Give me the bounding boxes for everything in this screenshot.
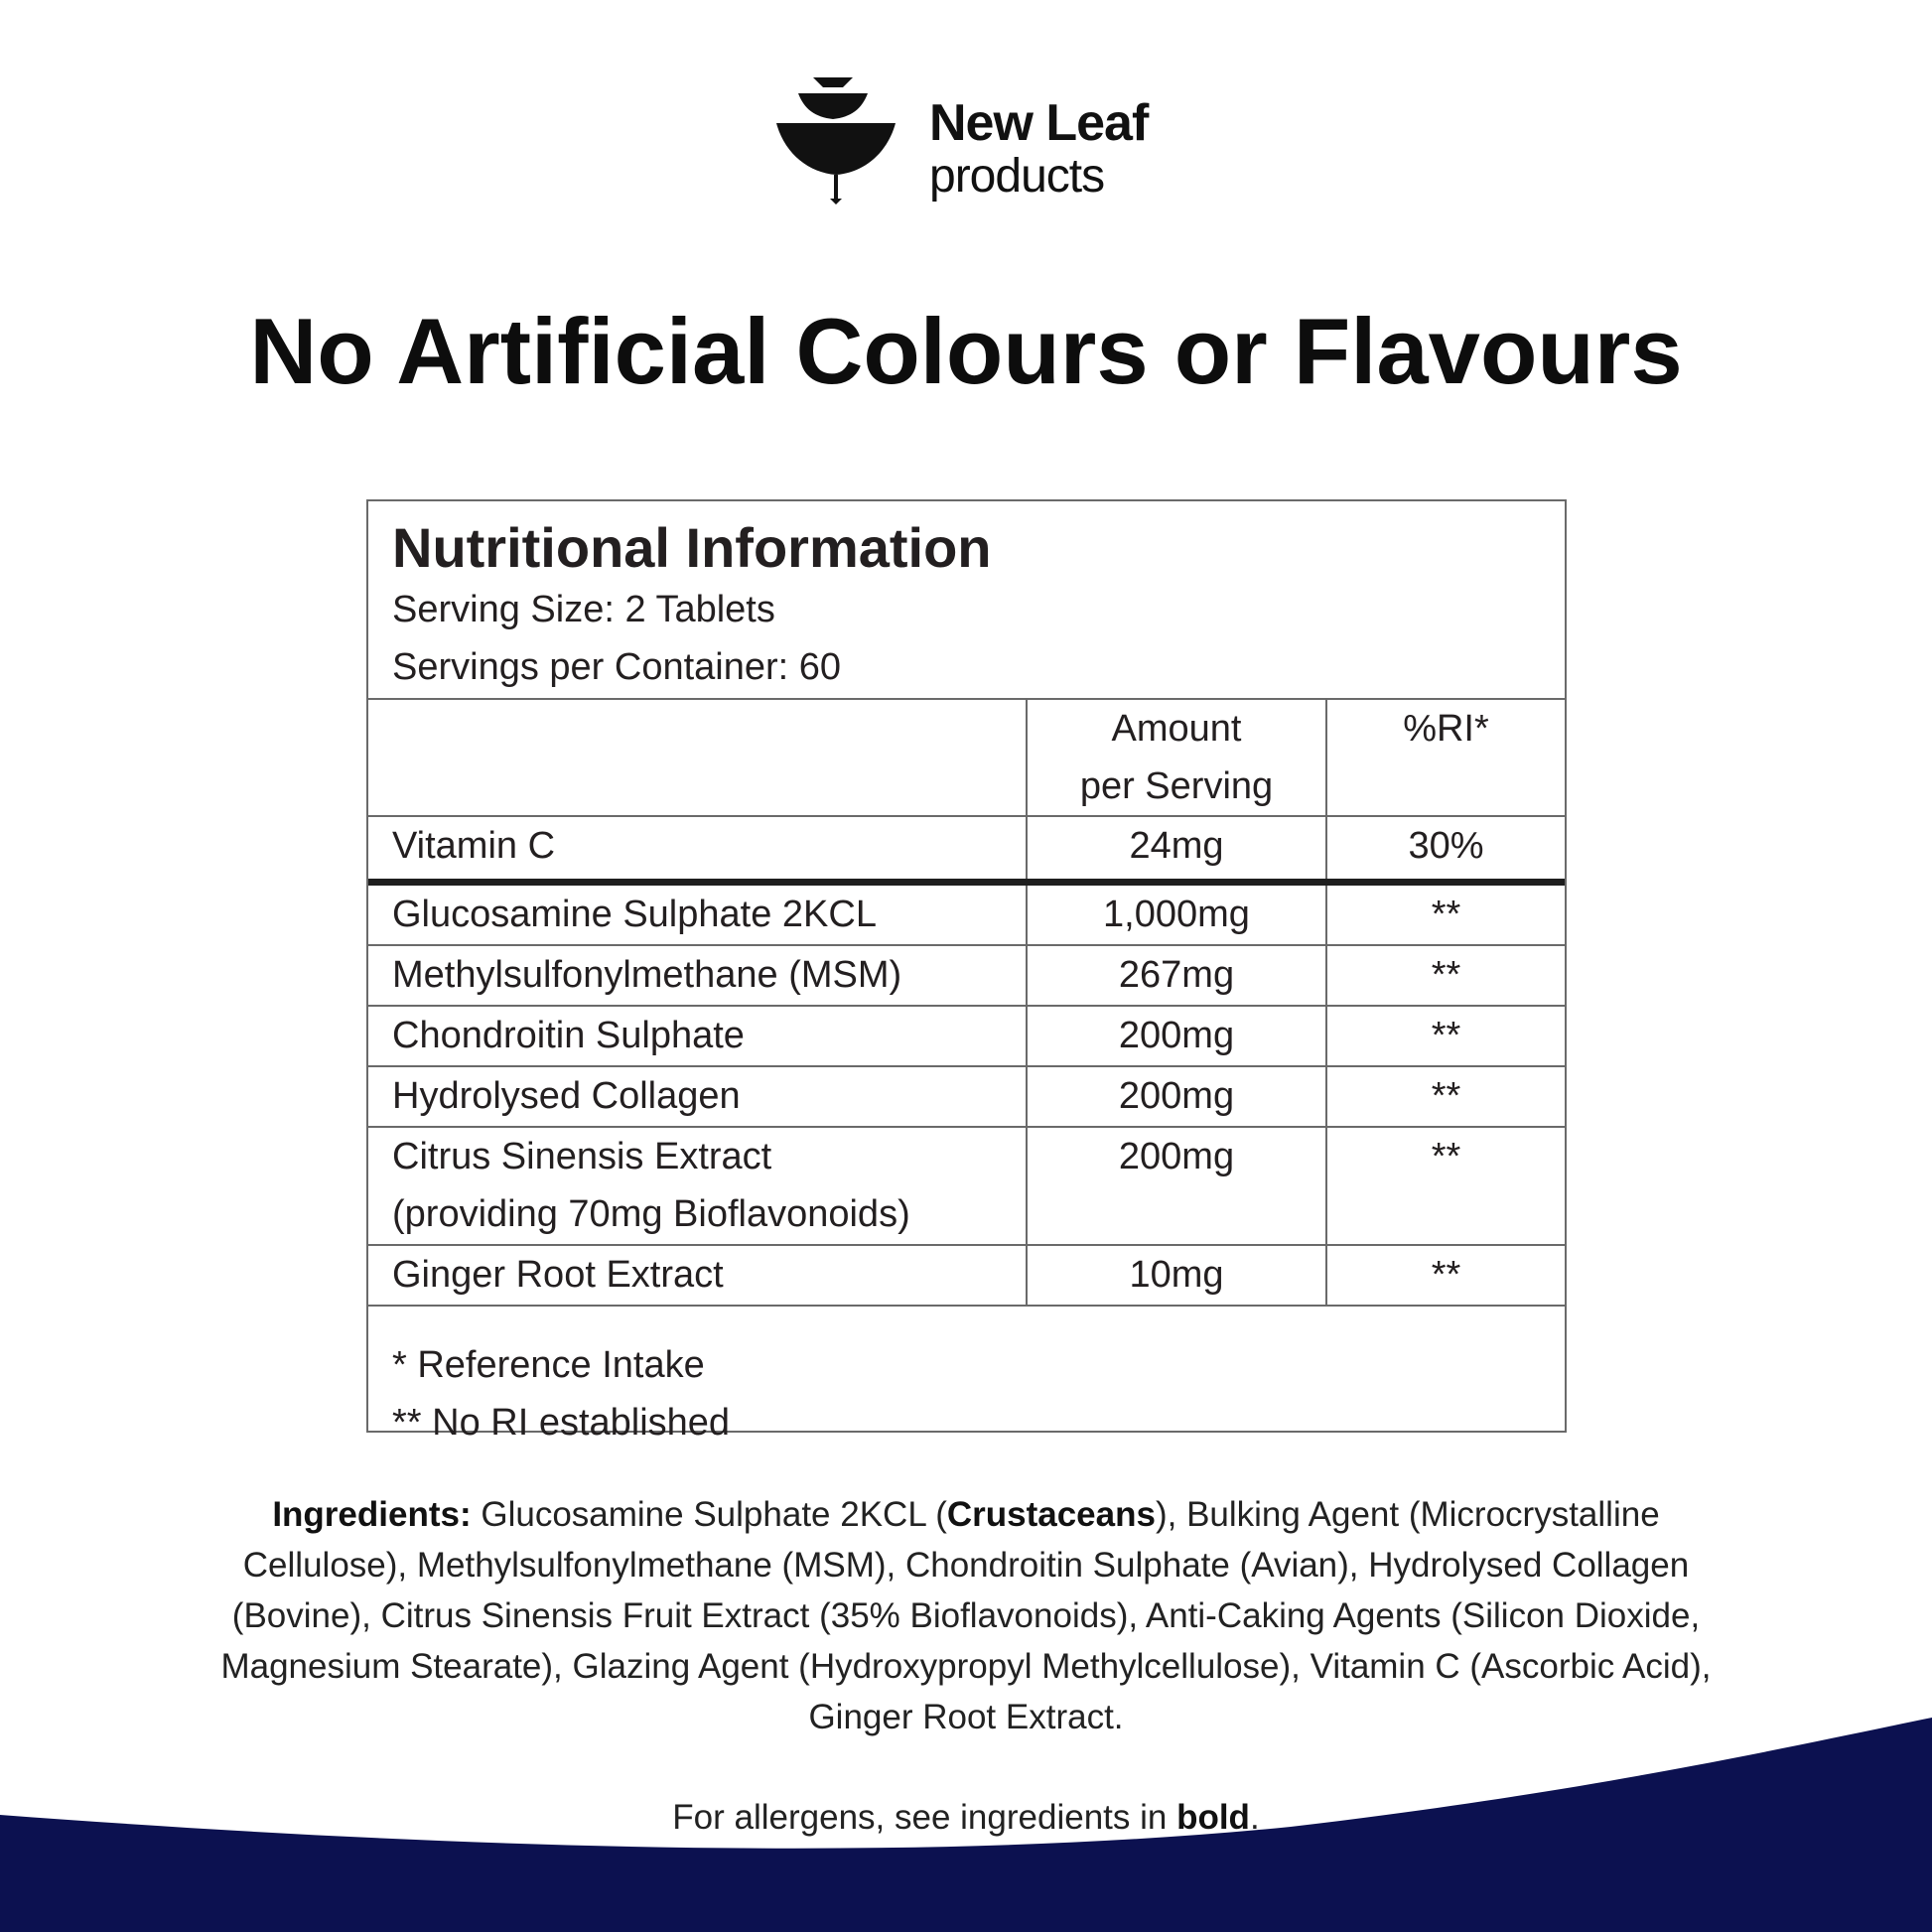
table-row <box>368 946 1565 1007</box>
serving-size: Serving Size: 2 Tablets <box>392 589 775 630</box>
footnote-no-ri: ** No RI established <box>392 1402 731 1444</box>
table-row <box>368 1007 1565 1067</box>
nutrient-name: Methylsulfonylmethane (MSM) <box>368 946 1028 1005</box>
nutrient-amount: 24mg <box>1028 817 1327 879</box>
nutrition-table <box>366 499 1567 1444</box>
allergen-crustaceans: Crustaceans <box>946 1495 1156 1534</box>
nutrient-name: Chondroitin Sulphate <box>368 1007 1028 1065</box>
nutrient-name: Vitamin C <box>368 817 1028 879</box>
nutrient-ri: ** <box>1431 1254 1461 1296</box>
nutrient-name: Ginger Root Extract <box>368 1246 1028 1305</box>
nutrient-ri: ** <box>1431 954 1461 996</box>
nutrient-amount: 1,000mg <box>1028 886 1327 944</box>
nutrition-header <box>368 501 1565 700</box>
amount-header-line2: per Serving <box>1079 765 1274 807</box>
ingredients-text <box>199 1489 1733 1742</box>
table-row <box>368 1067 1565 1128</box>
amount-header-line1: Amount <box>1111 708 1242 750</box>
nutrient-amount: 267mg <box>1028 946 1327 1005</box>
table-row <box>368 817 1565 886</box>
nutrition-title: Nutritional Information <box>392 516 992 579</box>
column-header-row <box>368 700 1565 817</box>
nutrient-amount: 200mg <box>1028 1128 1327 1244</box>
allergen-note-bold: bold <box>1176 1798 1250 1837</box>
brand-logo <box>776 75 1193 214</box>
allergen-note-prefix: For allergens, see ingredients in <box>672 1798 1177 1837</box>
nutrient-name: Glucosamine Sulphate 2KCL <box>368 886 1028 944</box>
nutrient-ri: ** <box>1431 1015 1461 1056</box>
ingredients-part1: Glucosamine Sulphate 2KCL ( <box>471 1495 947 1534</box>
ingredients-label: Ingredients: <box>272 1495 472 1534</box>
nutrient-ri: ** <box>1431 894 1461 935</box>
column-header-ri: %RI* <box>1403 708 1489 750</box>
ingredients-part2: ), Bulking Agent (Microcrystalline Cellulose), Methylsulfonylmethane (MSM), Chondroitin Sulphate (Avian), Hydrolysed Collagen (Bovine), Citrus Sinensis Fruit Extract (35% Bioflavonoids), Anti-Caking Agents (Silicon Dioxide, Magnesium Stearate), Glazing Agent (Hydroxypropyl Methylcellulose), Vitamin C (Ascorbic Acid), Ginger Root Extract. <box>220 1495 1712 1736</box>
tiered-leaf-logo-icon <box>776 75 896 205</box>
page-headline: No Artificial Colours or Flavours <box>249 299 1683 403</box>
column-header-amount <box>1028 700 1327 815</box>
nutrient-ri: ** <box>1431 1136 1461 1177</box>
nutrient-name-line2: (providing 70mg Bioflavonoids) <box>392 1193 910 1235</box>
table-row <box>368 1128 1565 1246</box>
nutrient-name-line1: Citrus Sinensis Extract <box>392 1136 772 1177</box>
allergen-note <box>0 1793 1932 1843</box>
nutrient-name: Hydrolysed Collagen <box>368 1067 1028 1126</box>
footnote-reference-intake: * Reference Intake <box>392 1344 705 1386</box>
table-footnotes <box>368 1307 1565 1451</box>
table-row <box>368 886 1565 946</box>
nutrient-amount: 10mg <box>1028 1246 1327 1305</box>
column-header-nutrient <box>368 700 1028 815</box>
servings-per-container: Servings per Container: 60 <box>392 646 842 688</box>
nutrient-name <box>368 1128 1028 1244</box>
brand-name: New Leaf <box>929 94 1149 152</box>
nutrient-ri: 30% <box>1408 825 1484 867</box>
nutrient-amount: 200mg <box>1028 1007 1327 1065</box>
brand-subtitle: products <box>929 150 1105 203</box>
allergen-note-suffix: . <box>1249 1798 1260 1837</box>
nutrient-ri: ** <box>1431 1075 1461 1117</box>
nutrient-amount: 200mg <box>1028 1067 1327 1126</box>
table-row <box>368 1246 1565 1307</box>
